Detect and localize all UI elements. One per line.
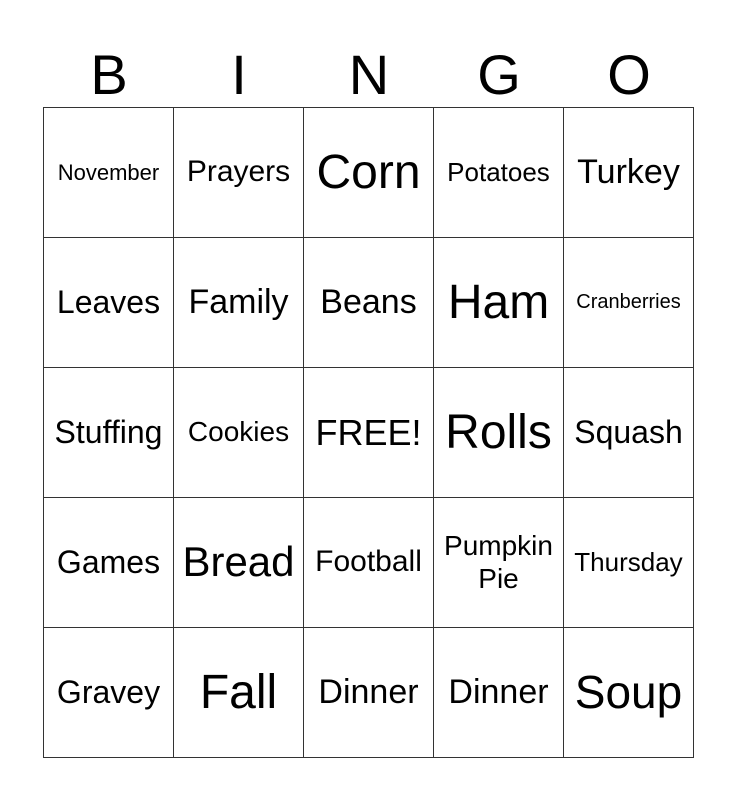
bingo-cell-r5-c5[interactable]: Soup — [564, 628, 694, 758]
bingo-cell-r5-c1[interactable]: Gravey — [44, 628, 174, 758]
bingo-cell-r1-c4[interactable]: Potatoes — [434, 108, 564, 238]
bingo-cell-r3-c2[interactable]: Cookies — [174, 368, 304, 498]
bingo-cell-r1-c5[interactable]: Turkey — [564, 108, 694, 238]
bingo-cell-r3-c1[interactable]: Stuffing — [44, 368, 174, 498]
bingo-cell-r4-c4[interactable]: Pumpkin Pie — [434, 498, 564, 628]
bingo-cell-r4-c1[interactable]: Games — [44, 498, 174, 628]
bingo-cell-r4-c5[interactable]: Thursday — [564, 498, 694, 628]
bingo-cell-r1-c3[interactable]: Corn — [304, 108, 434, 238]
bingo-cell-r1-c1[interactable]: November — [44, 108, 174, 238]
bingo-cell-r3-c4[interactable]: Rolls — [434, 368, 564, 498]
header-letter-n: N — [348, 43, 390, 106]
header-letter-o: O — [607, 43, 651, 106]
bingo-board — [43, 107, 694, 758]
bingo-header — [44, 44, 694, 106]
header-letter-i: I — [231, 43, 247, 106]
bingo-cell-r2-c4[interactable]: Ham — [434, 238, 564, 368]
bingo-cell-r3-c5[interactable]: Squash — [564, 368, 694, 498]
bingo-cell-r4-c3[interactable]: Football — [304, 498, 434, 628]
bingo-cell-r2-c3[interactable]: Beans — [304, 238, 434, 368]
bingo-cell-r2-c2[interactable]: Family — [174, 238, 304, 368]
bingo-cell-r2-c5[interactable]: Cranberries — [564, 238, 694, 368]
bingo-cell-r5-c4[interactable]: Dinner — [434, 628, 564, 758]
header-letter-b: B — [90, 43, 128, 106]
bingo-cell-r1-c2[interactable]: Prayers — [174, 108, 304, 238]
bingo-cell-r3-c3-free[interactable]: FREE! — [304, 368, 434, 498]
header-letter-g: G — [477, 43, 521, 106]
bingo-cell-r5-c3[interactable]: Dinner — [304, 628, 434, 758]
bingo-cell-r4-c2[interactable]: Bread — [174, 498, 304, 628]
bingo-cell-r5-c2[interactable]: Fall — [174, 628, 304, 758]
bingo-cell-r2-c1[interactable]: Leaves — [44, 238, 174, 368]
